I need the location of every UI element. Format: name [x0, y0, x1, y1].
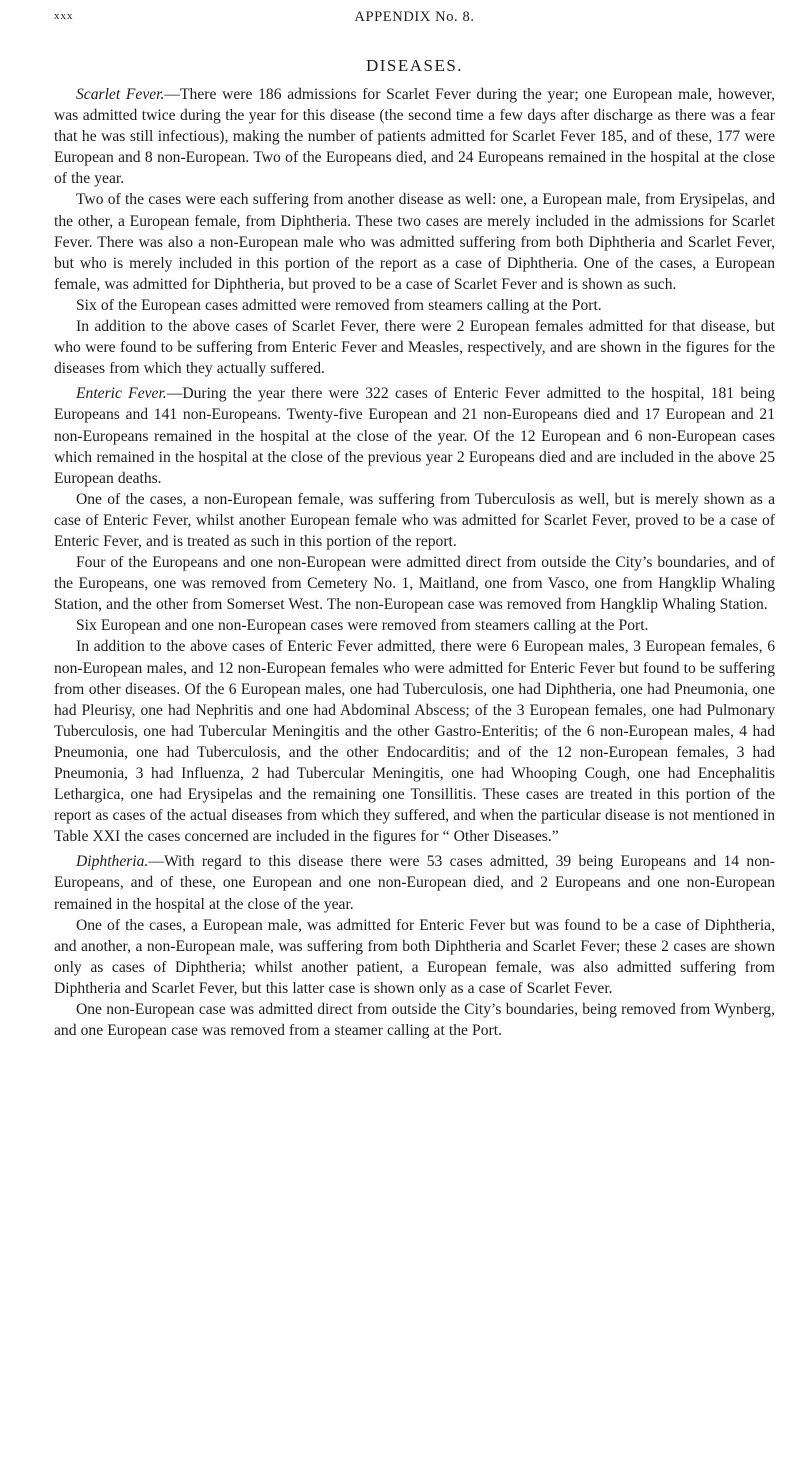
paragraph-text: Six of the European cases admitted were removed from steamers calling at the Port. [76, 296, 602, 314]
paragraph-text: In addition to the above cases of Enteric Fever admitted, there were 6 European males, 3 European females, 6 non-European males, and 12 non-European females who were admitted for Enteric Fever but found to be suffering from other diseases. Of the 6 European males, one had Tuberculosis, one had Diphtheria, one had Pneumonia, one had Pleurisy, one had Nephritis and one had Abdominal Abscess; of the 3 European females, one had Pulmonary Tuberculosis, one had Tubercular Meningitis and the other Gastro-Enteritis; of the 6 non-European males, 4 had Pneumonia, one had Tuberculosis, and the other Endocarditis; and of the 12 non-European females, 3 had Pneumonia, 3 had Influenza, 2 had Tubercular Meningitis, one had Whooping Cough, one had Encephalitis Lethargica, one had Erysipelas and the remaining one Tonsillitis. These cases are treated in this portion of the report as cases of the actual diseases from which they suffered, and when the particular disease is not mentioned in Table XXI the cases concerned are included in the figures for “ Other Diseases.” [54, 638, 775, 846]
paragraph-text: One of the cases, a non-European female, was suffering from Tuberculosis as well, but is merely shown as a case of Enteric Fever, whilst another European female who was admitted for Scarlet Fever, proved to be a case of Enteric Fever, and is treated as such in this portion of the report. [54, 490, 775, 550]
paragraph [54, 999, 775, 1041]
paragraph [54, 316, 775, 379]
paragraph-diphtheria [54, 851, 775, 914]
paragraph-lead-scarlet-fever: Scarlet Fever. [76, 86, 165, 103]
paragraph [54, 489, 775, 552]
paragraph-text: —There were 186 admissions for Scarlet Fever during the year; one European male, however, was admitted twice during the year for this disease (the second time a few days after discharge as there was a fear that he was still infectious), making the number of patients admitted for Scarlet Fever 185, and of these, 177 were European and 8 non-European. Two of the Europeans died, and 24 Europeans remained in the hospital at the close of the year. [54, 86, 775, 188]
paragraph-text: One non-European case was admitted direct from outside the City’s boundaries, being removed from Wynberg, and one European case was removed from a steamer calling at the Port. [54, 1001, 775, 1040]
section-title: DISEASES. [365, 56, 464, 75]
paragraph [54, 915, 775, 999]
paragraph [54, 552, 775, 615]
paragraph-text: —With regard to this disease there were 53 cases admitted, 39 being Europeans and 14 non-Europeans, and of these, one European and one non-European died, and 2 Europeans and one non-European remained in the hospital at the close of the year. [54, 853, 775, 913]
paragraph [54, 189, 775, 294]
paragraph-lead-diphtheria: Diphtheria. [76, 853, 149, 871]
running-header [54, 10, 775, 30]
paragraph [54, 636, 775, 847]
appendix-title: APPENDIX No. 8. [354, 9, 475, 25]
paragraph-scarlet-fever [54, 84, 775, 189]
paragraph-text: —During the year there were 322 cases of Enteric Fever admitted to the hospital, 181 being Europeans and 141 non-Europeans. Twenty-five European and 21 non-Europeans died and 17 European and 21 non-Europeans remained in the hospital at the close of the year. Of the 12 European and 6 non-European cases which remained in the hospital at the close of the previous year 2 Europeans died and are included in the above 25 European deaths. [54, 385, 775, 487]
paragraph-text: One of the cases, a European male, was admitted for Enteric Fever but was found to be a case of Diphtheria, and another, a non-European male, was suffering from both Diphtheria and Scarlet Fever; these 2 cases are shown only as cases of Diphtheria; whilst another patient, a European female, was also admitted suffering from Diphtheria and Scarlet Fever, but this latter case is shown only as a case of Scarlet Fever. [54, 916, 775, 997]
paragraph-enteric-fever [54, 383, 775, 488]
paragraph [54, 615, 775, 636]
paragraph [54, 295, 775, 316]
paragraph-text: Four of the Europeans and one non-European were admitted direct from outside the City’s boundaries, and of the Europeans, one was removed from Cemetery No. 1, Maitland, one from Vasco, one from Hangklip Whaling Station, and the other from Somerset West. The non-European case was removed from Hangklip Whaling Station. [54, 554, 775, 614]
paragraph-text: Six European and one non-European cases were removed from steamers calling at the Port. [76, 617, 649, 635]
paragraph-text: Two of the cases were each suffering from another disease as well: one, a European male, from Erysipelas, and the other, a European female, from Diphtheria. These two cases are merely included in the admissions for Scarlet Fever. There was also a non-European male who was admitted suffering from both Diphtheria and Scarlet Fever, but who is merely included in this portion of the report as a case of Diphtheria. One of the cases, a European female, was admitted for Diphtheria, but proved to be a case of Scarlet Fever and is shown as such. [54, 191, 775, 293]
page-number: xxx [54, 10, 74, 22]
paragraph-lead-enteric-fever: Enteric Fever. [76, 385, 167, 403]
paragraph-text: In addition to the above cases of Scarlet Fever, there were 2 European females admitted for that disease, but who were found to be suffering from Enteric Fever and Measles, respectively, and are shown in the figures for the diseases from which they actually suffered. [54, 318, 775, 378]
